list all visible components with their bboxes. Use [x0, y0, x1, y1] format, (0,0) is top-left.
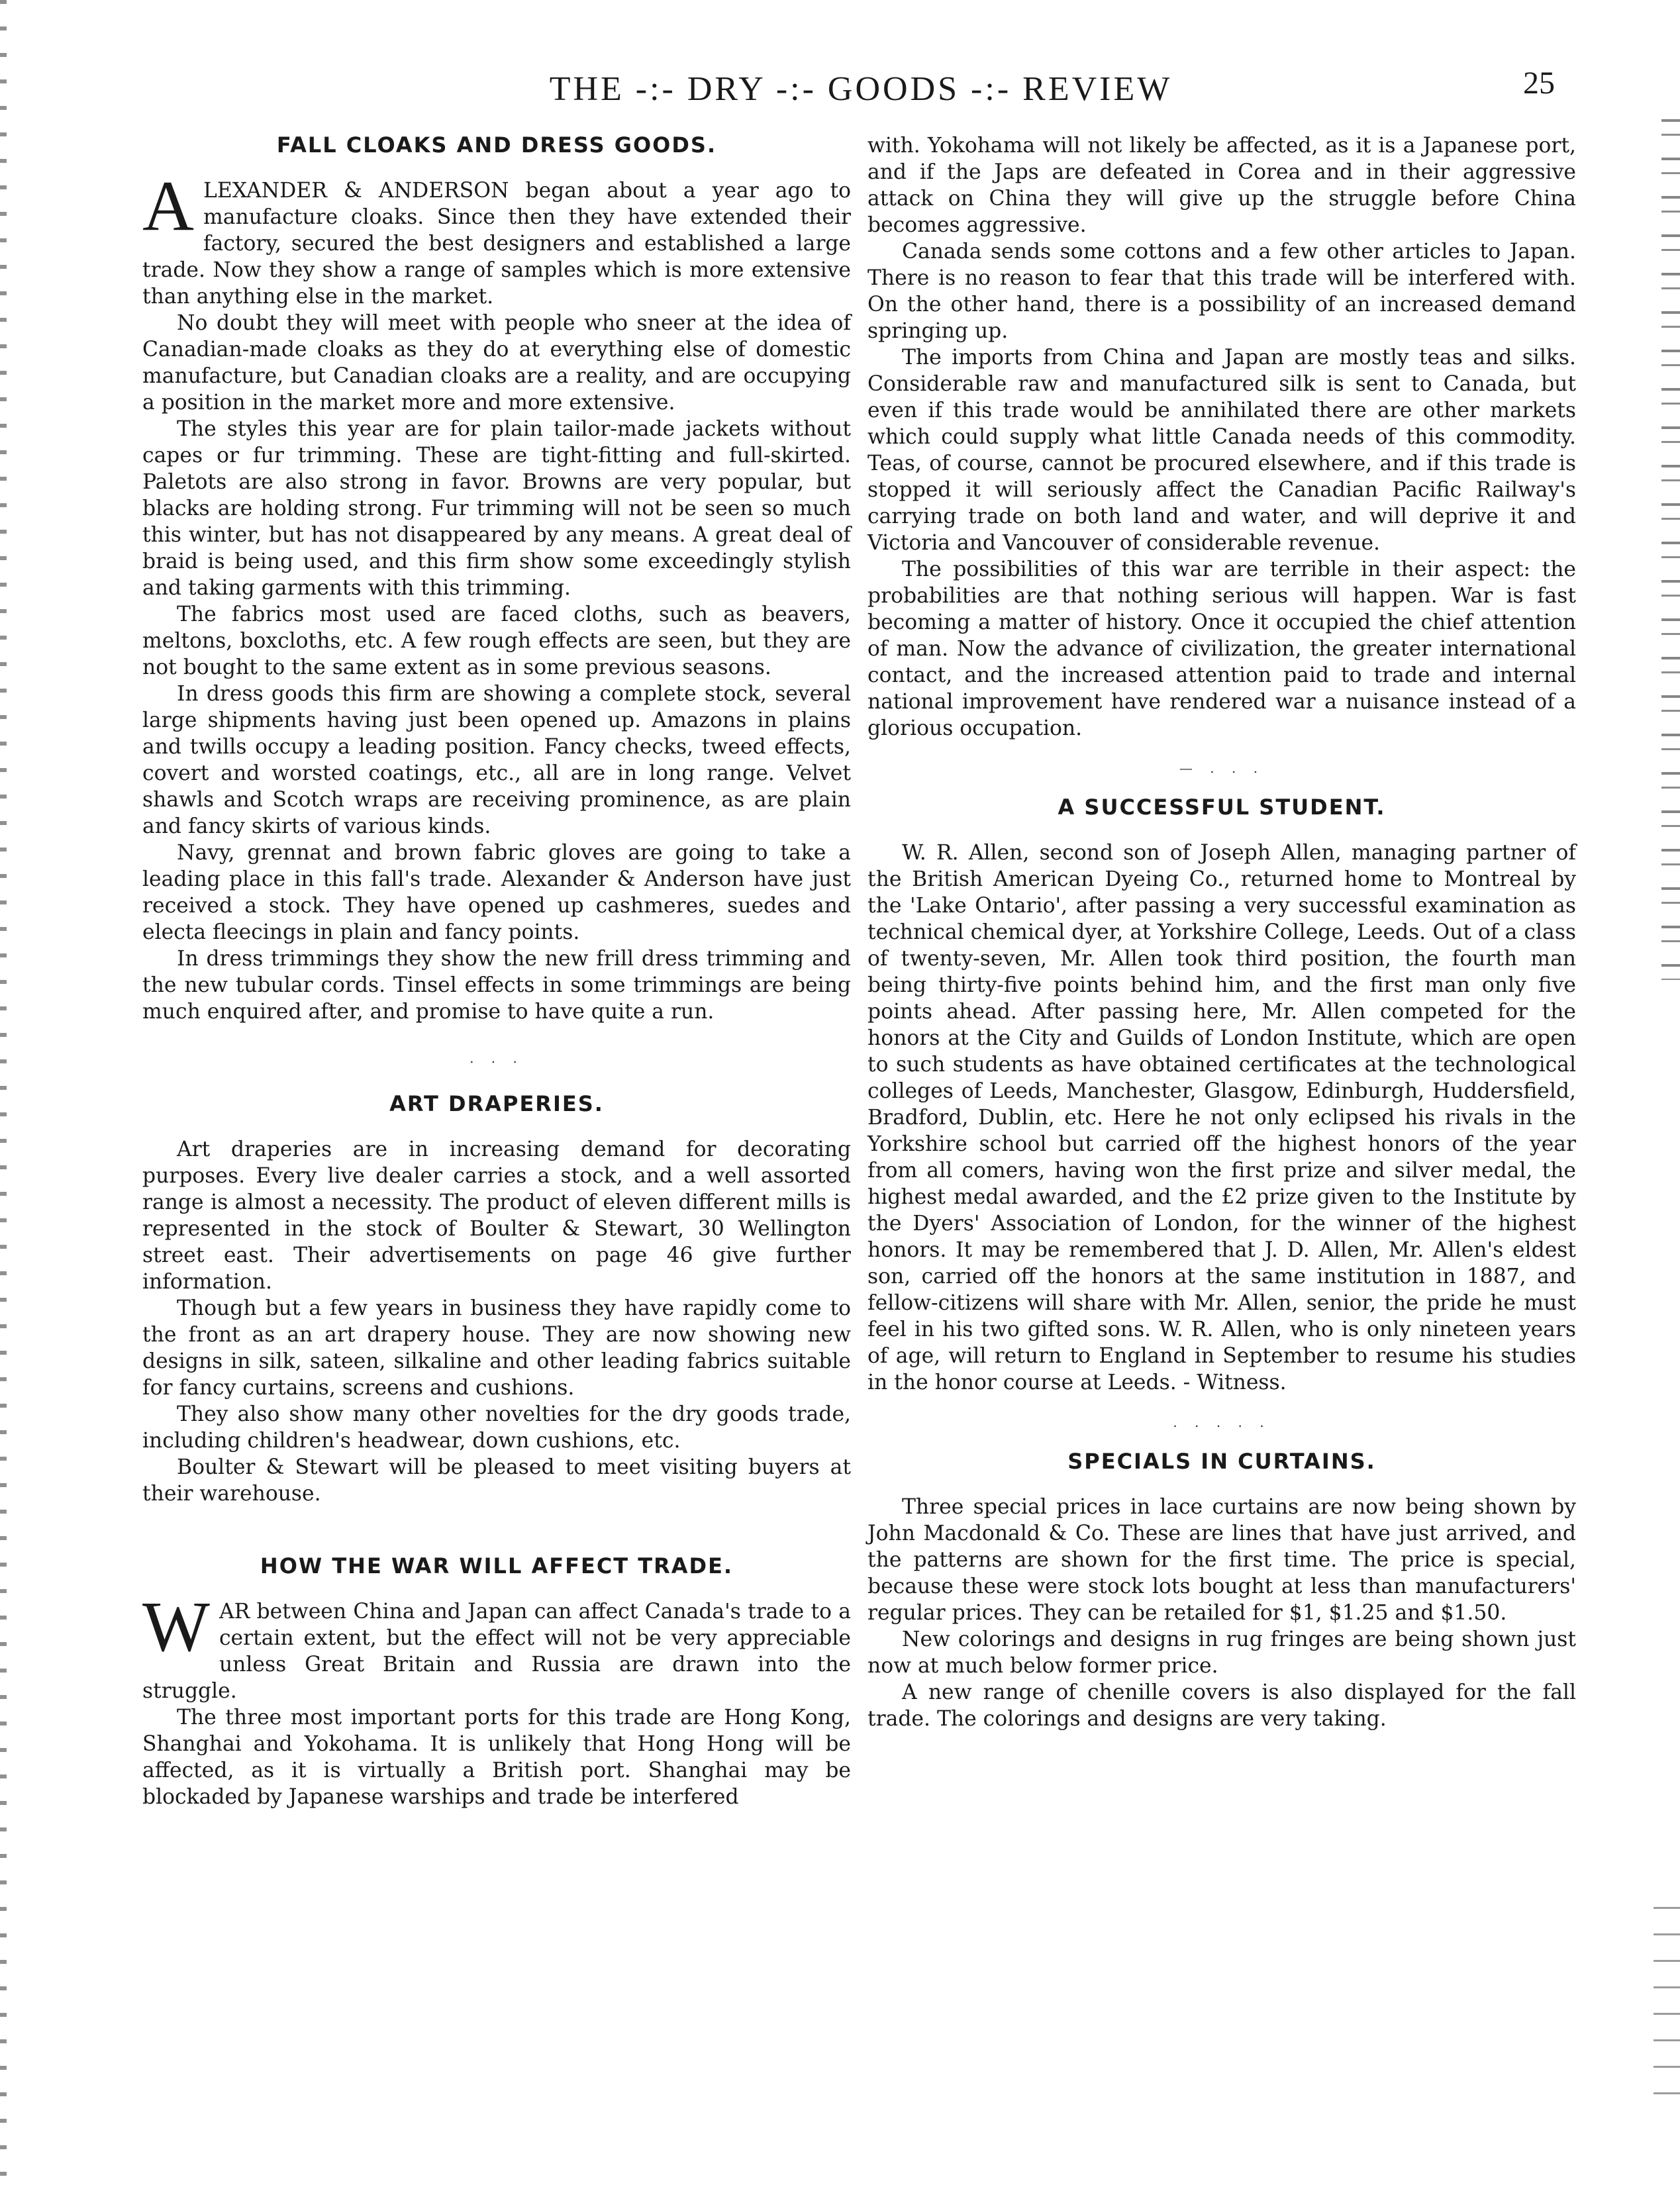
drop-cap: A — [142, 167, 194, 246]
scan-edge-right-lower — [1654, 1907, 1680, 2106]
article-paragraph: The imports from China and Japan are mostly teas and silks. Considerable raw and manufactured silk is sent to Canada, but even if this trade would be annihilated there are other markets which could supply what little Canada needs of this commodity. Teas, of course, cannot be procured elsewhere, and if this trade is stopped it will seriously affect the Canadian Pacific Railway's carrying trade on both land and water, and will deprive it and Victoria and Vancouver of considerable revenue. — [867, 346, 1576, 555]
article-paragraph: Art draperies are in increasing demand for decorating purposes. Every live dealer carries a stock, and a well assorted range is almost a necessity. The product of eleven different mills is represented in the stock of Boulter & Stewart, 30 Wellington street east. Their advertisements on page 46 give further information. — [142, 1138, 851, 1294]
section-separator: . . . — [469, 1050, 524, 1066]
article-paragraph: The three most important ports for this trade are Hong Kong, Shanghai and Yokohama. It is unlikely that Hong Hong will be affected, as it is virtually a British port. Shanghai may be blockaded by Japanese warships and trade be interfered — [142, 1706, 851, 1809]
article-heading: SPECIALS IN CURTAINS. — [1067, 1449, 1376, 1474]
article-paragraph: W. R. Allen, second son of Joseph Allen, managing partner of the British American Dyeing Co., returned home to Montreal by the 'Lake Ontario', after passing a very successful examination as technical chemical dyer, at Yorkshire College, Leeds. Out of a class of twenty-seven, Mr. Allen took third position, the fourth man being thirty-five points behind him, and the first man only five points ahead. After passing here, Mr. Allen competed for the honors at the City and Guilds of London Institute, which are open to such students as have obtained certificates at the technological colleges of Leeds, Manchester, Glasgow, Edinburgh, Huddersfield, Bradford, Dublin, etc. Here he not only eclipsed his rivals in the Yorkshire school but carried off the highest honors of the year from all comers, having won the first prize and silver medal, the highest medal awarded, and the £2 prize given to the Institute by the Dyers' Association of London, for the winner of the highest honors. It may be remembered that J. D. Allen, Mr. Allen's eldest son, carried off the honors at the same institution in 1887, and fellow-citizens will share with Mr. Allen, senior, the pride he must feel in his two gifted sons. W. R. Allen, who is only nineteen years of age, will return to England in September to resume his studies in the honor course at Leeds. - Witness. — [867, 841, 1576, 1394]
article-paragraph: No doubt they will meet with people who sneer at the idea of Canadian-made cloaks as they do at everything else of domestic manufacture, but Canadian cloaks are a reality, and are occupying a position in the market more and more extensive. — [142, 311, 851, 414]
article-paragraph: Boulter & Stewart will be pleased to meet visiting buyers at their warehouse. — [142, 1455, 851, 1506]
article-war-trade-continued — [867, 132, 1576, 742]
article-art-draperies — [142, 1091, 851, 1507]
article-successful-student — [867, 795, 1576, 1396]
article-paragraph: The styles this year are for plain tailor-made jackets without capes or fur trimming. These are tight-fitting and full-skirted. Paletots are also strong in favor. Browns are very popular, but blacks are holding strong. Fur trimming will not be seen so much this winter, but has not disappeared by any means. A great deal of braid is being used, and this firm show some exceedingly stylish and taking garments with this trimming. — [142, 417, 851, 600]
article-paragraph: Canada sends some cottons and a few other articles to Japan. There is no reason to fear that this trade will be interfered with. On the other hand, there is a possibility of an increased demand springing up. — [867, 240, 1576, 343]
article-paragraph: New colorings and designs in rug fringes are being shown just now at much below former price. — [867, 1628, 1576, 1678]
article-paragraph: with. Yokohama will not likely be affected, as it is a Japanese port, and if the Japs are defeated in Corea and in their aggressive attack on China they will give up the struggle before China becomes aggressive. — [867, 134, 1576, 237]
article-paragraph: A new range of chenille covers is also displayed for the fall trade. The colorings and designs are very taking. — [867, 1680, 1576, 1731]
article-specials-curtains — [867, 1449, 1576, 1732]
section-separator: . . . . . — [1173, 1414, 1271, 1430]
drop-cap: W — [142, 1588, 210, 1667]
scan-edge-right — [1661, 119, 1680, 980]
article-paragraph: They also show many other novelties for the dry goods trade, including children's headwear, down cushions, etc. — [142, 1402, 851, 1453]
scan-edge-left — [0, 0, 7, 2187]
section-separator: — . . . — [1179, 760, 1265, 776]
article-paragraph: In dress trimmings they show the new frill dress trimming and the new tubular cords. Tinsel effects in some trimmings are being much enquired after, and promise to have quite a run. — [142, 947, 851, 1024]
masthead-title: THE -:- DRY -:- GOODS -:- REVIEW — [549, 70, 1173, 108]
article-paragraph: Three special prices in lace curtains are now being shown by John Macdonald & Co. These are lines that have just arrived, and the patterns are shown for the first time. The price is special, because these were stock lots bought at less than manufacturers' regular prices. They can be retailed for $1, $1.25 and $1.50. — [867, 1495, 1576, 1625]
article-heading: HOW THE WAR WILL AFFECT TRADE. — [260, 1553, 734, 1579]
left-column — [142, 132, 851, 1810]
article-paragraph: In dress goods this firm are showing a complete stock, several large shipments having just been opened up. Amazons in plains and twills occupy a leading position. Fancy checks, tweed effects, covert and worsted coatings, etc., all are in long range. Velvet shawls and Scotch wraps are receiving prominence, as are plain and fancy skirts of various kinds. — [142, 682, 851, 838]
article-war-trade — [142, 1553, 851, 1810]
article-heading: FALL CLOAKS AND DRESS GOODS. — [276, 132, 717, 158]
article-fall-cloaks — [142, 132, 851, 1025]
article-paragraph: Navy, grennat and brown fabric gloves are going to take a leading place in this fall's trade. Alexander & Anderson have just received a stock. They have opened up cashmeres, suedes and electa fleecings in plain and fancy points. — [142, 841, 851, 944]
article-paragraph: The fabrics most used are faced cloths, such as beavers, meltons, boxcloths, etc. A few rough effects are seen, but they are not bought to the same extent as in some previous seasons. — [142, 603, 851, 679]
article-paragraph: WAR between China and Japan can affect Canada's trade to a certain extent, but the effect will not be very appreciable unless Great Britain and Russia are drawn into the struggle. — [142, 1588, 851, 1703]
article-heading: A SUCCESSFUL STUDENT. — [1058, 795, 1386, 820]
article-paragraph: ALEXANDER & ANDERSON began about a year ago to manufacture cloaks. Since then they have extended their factory, secured the best designers and established a large trade. Now they show a range of samples which is more extensive than anything else in the market. — [142, 167, 851, 309]
article-paragraph: The possibilities of this war are terrible in their aspect: the probabilities are that nothing serious will happen. War is fast becoming a matter of history. Once it occupied the chief attention of man. Now the advance of civilization, the greater international contact, and the increased attention paid to trade and internal national improvement have rendered war a nuisance instead of a glorious occupation. — [867, 558, 1576, 740]
article-heading: ART DRAPERIES. — [389, 1091, 604, 1116]
article-paragraph: Though but a few years in business they have rapidly come to the front as an art drapery house. They are now showing new designs in silk, sateen, silkaline and other leading fabrics suitable for fancy curtains, screens and cushions. — [142, 1296, 851, 1400]
right-column — [867, 132, 1576, 1732]
page-number: 25 — [1523, 66, 1555, 101]
